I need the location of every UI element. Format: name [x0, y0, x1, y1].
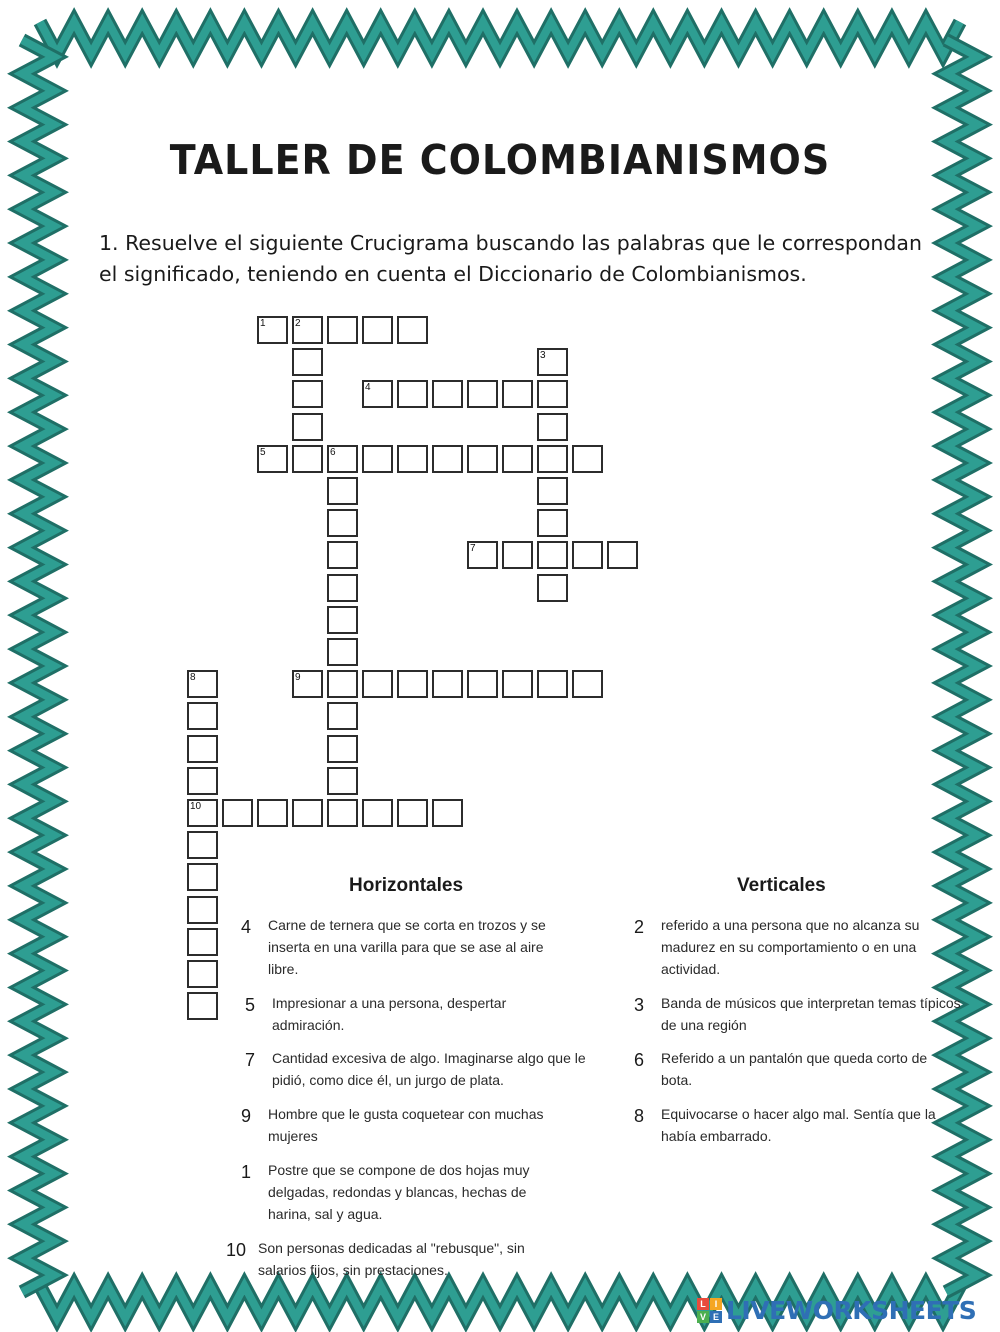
vertical-clue-2: [617, 914, 962, 980]
crossword-cell[interactable]: [362, 445, 393, 473]
clue-text: Postre que se compone de dos hojas muy delgadas, redondas y blancas, hechas de harina, sal y agua.: [268, 1162, 530, 1222]
horizontal-clue-7: [228, 1047, 588, 1091]
cell-clue-number: 3: [540, 350, 546, 362]
logo-badge-letter: V: [697, 1311, 709, 1323]
crossword-cell[interactable]: [397, 670, 428, 698]
crossword-cell[interactable]: [327, 445, 358, 473]
clue-number: 3: [633, 995, 644, 1015]
cell-clue-number: 7: [470, 543, 476, 555]
crossword-cell[interactable]: [292, 413, 323, 441]
cell-clue-number: 2: [295, 318, 301, 329]
cell-clue-number: 1: [260, 318, 266, 329]
clue-number: 9: [240, 1106, 251, 1126]
crossword-cell[interactable]: [292, 348, 323, 376]
crossword-cell[interactable]: [292, 445, 323, 473]
crossword-cell[interactable]: [187, 767, 218, 795]
crossword-cell[interactable]: [327, 574, 358, 602]
crossword-cell[interactable]: [432, 380, 463, 408]
cell-clue-number: 9: [295, 672, 301, 684]
clue-number: 4: [240, 917, 251, 937]
clue-text: Equivocarse o hacer algo mal. Sentía que la había embarrado.: [661, 1106, 936, 1144]
crossword-cell[interactable]: [327, 541, 358, 569]
clue-number: 2: [633, 917, 644, 937]
instructions-text: 1. Resuelve el siguiente Crucigrama buscando las palabras que le correspondan el significado, teniendo en cuenta el Diccionario de Colombianismos.: [99, 231, 922, 286]
crossword-cell[interactable]: [327, 509, 358, 537]
crossword-cell[interactable]: [537, 509, 568, 537]
crossword-cell[interactable]: [432, 799, 463, 827]
crossword-cell[interactable]: [327, 606, 358, 634]
crossword-cell[interactable]: [607, 541, 638, 569]
clue-text: Son personas dedicadas al "rebusque", sin salarios fijos, sin prestaciones.: [258, 1240, 525, 1278]
crossword-cell[interactable]: [537, 348, 568, 376]
crossword-cell[interactable]: [327, 767, 358, 795]
crossword-cell[interactable]: [187, 928, 218, 956]
crossword-cell[interactable]: [467, 380, 498, 408]
logo-badge-letter: L: [697, 1298, 709, 1310]
clue-text: Carne de ternera que se corta en trozos y se inserta en una varilla para que se ase al aire libre.: [268, 917, 546, 977]
crossword-cell[interactable]: [432, 445, 463, 473]
clue-number: 10: [225, 1240, 247, 1260]
crossword-cell[interactable]: [257, 316, 288, 344]
crossword-cell[interactable]: [187, 863, 218, 891]
crossword-cell[interactable]: [572, 670, 603, 698]
crossword-cell[interactable]: [327, 477, 358, 505]
clue-number: 1: [240, 1162, 251, 1182]
vertical-clue-8: [617, 1103, 962, 1147]
crossword-cell[interactable]: [187, 799, 218, 827]
liveworksheets-logo: [697, 1296, 976, 1325]
crossword-cell[interactable]: [292, 316, 323, 344]
horizontal-clue-4: [224, 914, 564, 980]
crossword-cell[interactable]: [502, 541, 533, 569]
crossword-cell[interactable]: [327, 735, 358, 763]
crossword-cell[interactable]: [467, 670, 498, 698]
crossword-cell[interactable]: [537, 477, 568, 505]
logo-badge-letter: I: [710, 1298, 722, 1310]
crossword-cell[interactable]: [327, 799, 358, 827]
crossword-cell[interactable]: [502, 380, 533, 408]
clue-text: Impresionar a una persona, despertar admiración.: [272, 995, 507, 1033]
crossword-cell[interactable]: [187, 992, 218, 1020]
crossword-cell[interactable]: [467, 541, 498, 569]
clue-number: 8: [633, 1106, 644, 1126]
clue-text: Banda de músicos que interpretan temas típicos de una región: [661, 995, 961, 1033]
clue-text: Hombre que le gusta coquetear con muchas mujeres: [268, 1106, 544, 1144]
crossword-cell[interactable]: [362, 670, 393, 698]
cell-clue-number: 5: [260, 446, 266, 458]
horizontal-clue-5: [228, 992, 548, 1036]
logo-text: LIVEWORKSHEETS: [726, 1296, 977, 1325]
crossword-cell[interactable]: [327, 638, 358, 666]
crossword-cell[interactable]: [432, 670, 463, 698]
crossword-cell[interactable]: [257, 445, 288, 473]
crossword-cell[interactable]: [467, 445, 498, 473]
crossword-cell[interactable]: [397, 445, 428, 473]
crossword-cell[interactable]: [537, 445, 568, 473]
horizontal-clue-9: [224, 1103, 564, 1147]
crossword-cell[interactable]: [187, 702, 218, 730]
crossword-cell[interactable]: [292, 799, 323, 827]
clue-number: 5: [244, 995, 255, 1015]
crossword-cell[interactable]: [572, 541, 603, 569]
clue-number: 7: [244, 1050, 255, 1070]
vertical-clues-heading: Verticales: [737, 875, 826, 896]
crossword-cell[interactable]: [187, 831, 218, 859]
crossword-cell[interactable]: [362, 380, 393, 408]
crossword-cell[interactable]: [187, 960, 218, 988]
crossword-cell[interactable]: [292, 380, 323, 408]
crossword-cell[interactable]: [257, 799, 288, 827]
crossword-cell[interactable]: [187, 735, 218, 763]
crossword-cell[interactable]: [327, 670, 358, 698]
crossword-cell[interactable]: [537, 413, 568, 441]
crossword-cell[interactable]: [187, 670, 218, 698]
crossword-cell[interactable]: [327, 702, 358, 730]
crossword-cell[interactable]: [397, 380, 428, 408]
crossword-cell[interactable]: [362, 799, 393, 827]
crossword-cell[interactable]: [537, 574, 568, 602]
crossword-cell[interactable]: [397, 316, 428, 344]
vertical-clue-3: [617, 992, 962, 1036]
cell-clue-number: 6: [330, 446, 336, 458]
clue-number: 6: [633, 1050, 644, 1070]
clue-text: Referido a un pantalón que queda corto de bota.: [661, 1050, 928, 1088]
horizontal-clues-heading: Horizontales: [349, 875, 464, 896]
vertical-clue-6: [617, 1047, 962, 1091]
clue-text: Cantidad excesiva de algo. Imaginarse algo que le pidió, como dice él, un jurgo de plata.: [272, 1050, 586, 1088]
page-title: TALLER DE COLOMBIANISMOS: [169, 136, 831, 184]
logo-badge-icon: [697, 1298, 722, 1323]
crossword-cell[interactable]: [222, 799, 253, 827]
crossword-cell[interactable]: [537, 380, 568, 408]
crossword-cell[interactable]: [397, 799, 428, 827]
crossword-cell[interactable]: [187, 896, 218, 924]
horizontal-clue-1: [224, 1159, 564, 1225]
crossword-cell[interactable]: [362, 316, 393, 344]
crossword-cell[interactable]: [537, 541, 568, 569]
crossword-cell[interactable]: [537, 670, 568, 698]
cell-clue-number: 10: [190, 801, 202, 812]
crossword-cell[interactable]: [327, 316, 358, 344]
cell-clue-number: 4: [365, 382, 371, 394]
crossword-cell[interactable]: [292, 670, 323, 698]
cell-clue-number: 8: [190, 672, 196, 684]
clue-text: referido a una persona que no alcanza su madurez en su comportamiento o en una actividad.: [661, 917, 920, 977]
crossword-cell[interactable]: [502, 445, 533, 473]
crossword-cell[interactable]: [502, 670, 533, 698]
crossword-cell[interactable]: [572, 445, 603, 473]
horizontal-clue-10: [214, 1237, 564, 1281]
logo-badge-letter: E: [710, 1311, 722, 1323]
